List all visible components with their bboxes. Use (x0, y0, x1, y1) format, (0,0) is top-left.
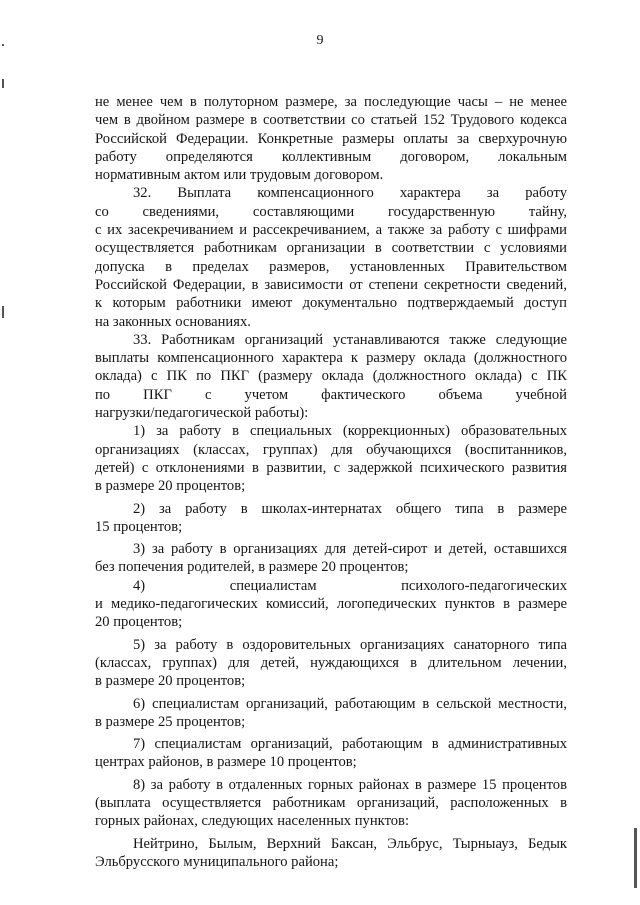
text-line: и медико-педагогических комиссий, логопедических пунктов в размере (95, 596, 567, 613)
text-line: выплаты компенсационного характера к размеру оклада (должностного (95, 350, 567, 367)
scan-edge-mark (2, 44, 4, 46)
scan-edge-mark (2, 79, 4, 88)
text-line: 33. Работникам организаций устанавливаются также следующие (133, 331, 567, 348)
text-line: без попечения родителей, в размере 20 процентов; (95, 559, 409, 576)
text-line: 20 процентов; (95, 614, 183, 631)
text-line: со сведениями, составляющими государственную тайну, (95, 203, 567, 220)
text-line: Эльбрусского муниципального района; (95, 853, 339, 870)
text-line: (классах, группах) для детей, нуждающихся в длительном лечении, (95, 654, 567, 671)
text-line: оклада) с ПК по ПКГ (размеру оклада (должностного оклада) с ПК (95, 368, 567, 385)
text-line: 15 процентов; (95, 518, 183, 535)
text-line: на законных основаниях. (95, 313, 251, 330)
text-line: в размере 25 процентов; (95, 713, 246, 730)
text-line: 3) за работу в организациях для детей-сирот и детей, оставшихся (133, 541, 567, 558)
text-line: не менее чем в полуторном размере, за последующие часы – не менее (95, 94, 567, 110)
text-line: горных районах, следующих населенных пунктов: (95, 813, 409, 830)
text-line: в размере 20 процентов; (95, 673, 246, 690)
text-line: чем в двойном размере в соответствии со статьей 152 Трудового кодекса (95, 112, 567, 129)
text-line: осуществляется работникам организации в соответствии с условиями (95, 240, 567, 257)
document-body (95, 93, 567, 871)
text-line: организациях (классах, группах) для обучающихся (воспитанников, (95, 441, 567, 458)
scan-edge-mark (2, 306, 4, 318)
text-line: 32. Выплата компенсационного характера за работу (133, 185, 567, 202)
scan-edge-mark (634, 828, 637, 888)
text-line: Нейтрино, Былым, Верхний Баксан, Эльбрус, Тырныауз, Бедык (133, 835, 567, 852)
text-line: 6) специалистам организаций, работающим в сельской местности, (133, 695, 567, 712)
text-line: Российской Федерации, в зависимости от степени секретности сведений, (95, 276, 567, 293)
text-line: Российской Федерации. Конкретные размеры оплаты за сверхурочную (95, 130, 567, 147)
text-line: нормативным актом или трудовым договором. (95, 167, 384, 184)
text-line: допуска в пределах размеров, установленных Правительством (95, 258, 567, 275)
text-line: (выплата осуществляется работникам организаций, расположенных в (95, 794, 567, 811)
text-line: по ПКГ с учетом фактического объема учебной (95, 386, 567, 403)
text-line: 7) специалистам организаций, работающим в административных (133, 736, 567, 753)
text-line: центрах районов, в размере 10 процентов; (95, 754, 357, 771)
text-line: работу определяются коллективным договором, локальным (95, 148, 567, 165)
text-line: к которым работники имеют документально подтверждаемый доступ (95, 295, 567, 312)
text-line: 2) за работу в школах-интернатах общего типа в размере (133, 500, 567, 517)
text-line: с их засекречиванием и рассекречиванием, а также за работу с шифрами (95, 222, 567, 239)
text-line: 4) специалистам психолого-педагогических (133, 577, 567, 594)
text-line: нагрузки/педагогической работы): (95, 405, 309, 422)
text-line: 1) за работу в специальных (коррекционных) образовательных (133, 423, 567, 440)
text-line: в размере 20 процентов; (95, 478, 246, 495)
text-line: 8) за работу в отдаленных горных районах в размере 15 процентов (133, 776, 567, 793)
text-line: детей) с отклонениями в развитии, с задержкой психического развития (95, 459, 567, 476)
page-number: 9 (316, 33, 324, 48)
text-line: 5) за работу в оздоровительных организациях санаторного типа (133, 636, 567, 653)
